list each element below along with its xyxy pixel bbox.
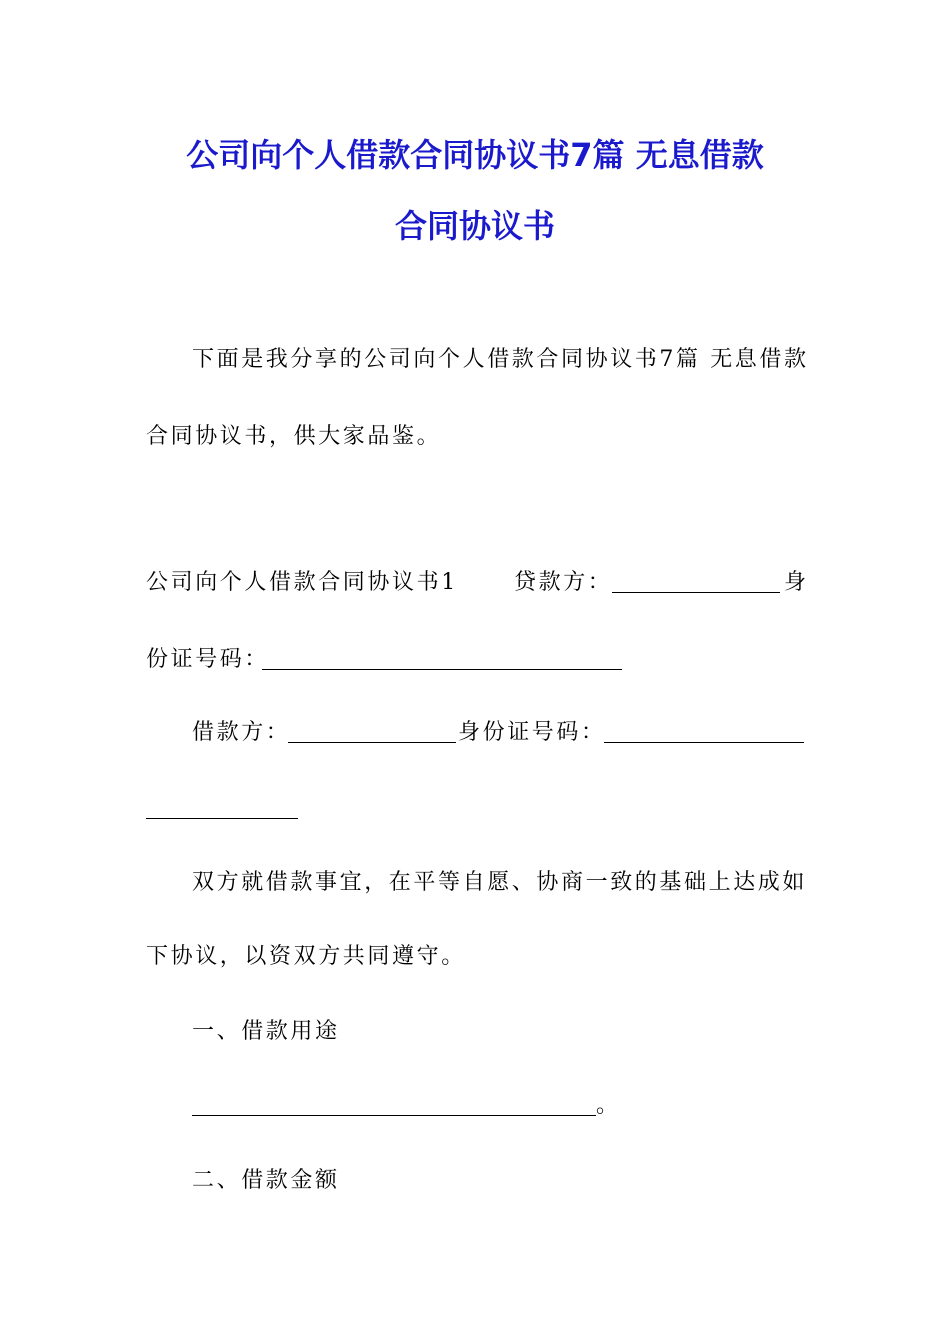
loan-purpose-blank xyxy=(192,1095,596,1116)
borrower-name-blank xyxy=(288,722,456,743)
lender-name-blank xyxy=(612,572,780,593)
intro-paragraph-line2: 合同协议书，供大家品鉴。 xyxy=(146,424,442,449)
document-title-line2: 合同协议书 xyxy=(394,207,555,245)
intro-paragraph-line1: 下面是我分享的公司向个人借款合同协议书7篇 无息借款 xyxy=(192,347,809,372)
document-title-line1: 公司向个人借款合同协议书7篇 无息借款 xyxy=(186,136,764,174)
clause1-heading: 一、借款用途 xyxy=(192,1019,340,1044)
agreement-paragraph-line1: 双方就借款事宜，在平等自愿、协商一致的基础上达成如 xyxy=(192,870,808,895)
borrower-id-label: 身份证号码： xyxy=(458,720,606,745)
borrower-id-blank-continued xyxy=(146,798,298,819)
lender-id-label-part2: 份证号码： xyxy=(146,647,270,672)
lender-id-blank xyxy=(262,649,622,670)
lender-label: 贷款方： xyxy=(514,570,613,595)
borrower-label: 借款方： xyxy=(192,720,291,745)
borrower-id-blank xyxy=(604,722,804,743)
section1-heading: 公司向个人借款合同协议书1 xyxy=(146,570,458,595)
clause2-heading: 二、借款金额 xyxy=(192,1168,340,1193)
lender-id-label-part1: 身 xyxy=(784,570,809,595)
agreement-paragraph-line2: 下协议，以资双方共同遵守。 xyxy=(146,944,466,969)
loan-purpose-period: 。 xyxy=(596,1093,621,1118)
